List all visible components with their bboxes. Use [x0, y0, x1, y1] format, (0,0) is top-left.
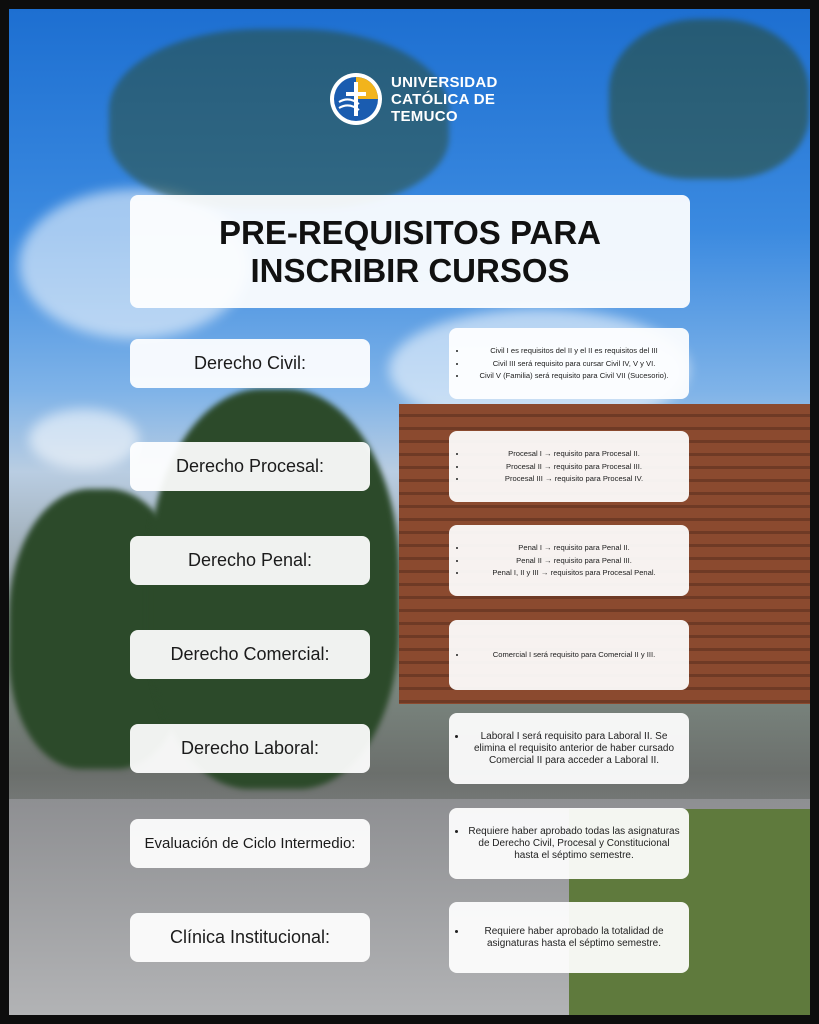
- section-label-text: Clínica Institucional:: [169, 927, 331, 947]
- list-item: • Civil I es requisitos del II y el II es requisitos del III: [467, 346, 681, 356]
- list-item: • Laboral I será requisito para Laboral II. Se elimina el requisito anterior de haber cursado Comercial II para acceder a Laboral II.: [467, 731, 681, 767]
- list-item: • Penal I → requisito para Penal II.: [467, 543, 681, 553]
- list-item: • Requiere haber aprobado todas las asignaturas de Derecho Civil, Procesal y Constitucional hasta el séptimo semestre.: [467, 826, 681, 862]
- list-item: • Procesal II → requisito para Procesal III.: [467, 462, 681, 472]
- list-item: • Procesal III → requisito para Procesal IV.: [467, 474, 681, 484]
- section-label-civil: [130, 339, 370, 388]
- poster: [9, 9, 810, 1015]
- background-cloud: [29, 409, 139, 469]
- section-label-text: Derecho Laboral:: [180, 738, 320, 758]
- title-card: [130, 195, 690, 308]
- list-item: • Civil III será requisito para cursar Civil IV, V y VI.: [467, 359, 681, 369]
- section-label-clinica: [130, 913, 370, 962]
- section-label-penal: [130, 536, 370, 585]
- list-item: • Requiere haber aprobado la totalidad de asignaturas hasta el séptimo semestre.: [467, 926, 681, 950]
- section-desc-penal: [449, 525, 689, 596]
- section-desc-laboral: [449, 713, 689, 784]
- list-item: • Comercial I será requisito para Comercial II y III.: [467, 650, 681, 660]
- background-tree: [609, 19, 809, 179]
- section-label-text: Derecho Comercial:: [170, 644, 330, 664]
- section-desc-clinica: [449, 902, 689, 973]
- section-label-text: Derecho Civil:: [193, 353, 307, 373]
- section-label-procesal: [130, 442, 370, 491]
- section-desc-comercial: [449, 620, 689, 690]
- page-title: PRE-REQUISITOS PARA INSCRIBIR CURSOS: [219, 213, 601, 289]
- list-item: • Penal I, II y III → requisitos para Procesal Penal.: [467, 568, 681, 578]
- university-name: UNIVERSIDAD CATÓLICA DE TEMUCO: [391, 73, 498, 125]
- university-crest-icon: [329, 72, 383, 126]
- section-label-text: Derecho Procesal:: [175, 456, 325, 476]
- section-label-comercial: [130, 630, 370, 679]
- section-desc-procesal: [449, 431, 689, 502]
- list-item: • Civil V (Familia) será requisito para Civil VII (Sucesorio).: [467, 371, 681, 381]
- university-logo: [329, 69, 498, 129]
- section-label-text: Derecho Penal:: [187, 550, 313, 570]
- section-desc-evaluacion: [449, 808, 689, 879]
- list-item: • Procesal I → requisito para Procesal II.: [467, 449, 681, 459]
- section-label-evaluacion: [130, 819, 370, 868]
- section-desc-civil: [449, 328, 689, 399]
- list-item: • Penal II → requisito para Penal III.: [467, 556, 681, 566]
- section-label-text: Evaluación de Ciclo Intermedio:: [144, 834, 356, 852]
- section-label-laboral: [130, 724, 370, 773]
